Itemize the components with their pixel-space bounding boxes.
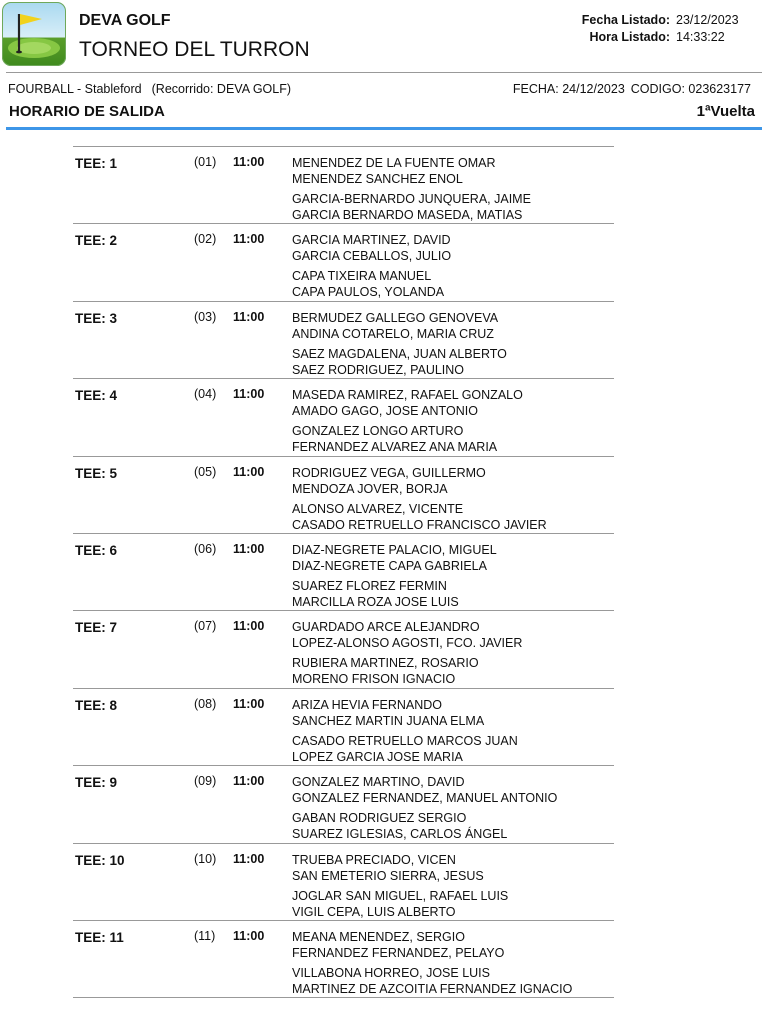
tee-label: TEE: 10 bbox=[75, 852, 125, 868]
tee-time: 11:00 bbox=[233, 387, 265, 402]
player-pair bbox=[292, 774, 557, 806]
player-pair bbox=[292, 655, 522, 687]
tee-row bbox=[73, 457, 614, 534]
tee-number: (02) bbox=[194, 232, 217, 247]
player-name: SANCHEZ MARTIN JUANA ELMA bbox=[292, 713, 485, 728]
player-groups bbox=[292, 542, 497, 610]
player-groups bbox=[292, 929, 572, 997]
tee-number: (01) bbox=[194, 155, 217, 169]
player-pair bbox=[292, 619, 522, 651]
tee-number: (05) bbox=[194, 464, 217, 479]
tee-time: 11:00 bbox=[233, 155, 265, 169]
tee-row bbox=[73, 379, 614, 456]
player-name: MARCILLA ROZA JOSE LUIS bbox=[292, 594, 459, 609]
tee-time: 11:00 bbox=[233, 851, 265, 866]
player-name: FERNANDEZ FERNANDEZ, PELAYO bbox=[292, 945, 505, 960]
listing-date-row bbox=[582, 12, 744, 29]
player-pair bbox=[292, 888, 508, 920]
header-divider bbox=[6, 72, 762, 73]
player-name: GONZALEZ LONGO ARTURO bbox=[292, 424, 464, 439]
player-name: MARTINEZ DE AZCOITIA FERNANDEZ IGNACIO bbox=[292, 981, 573, 996]
player-name: GARCIA MARTINEZ, DAVID bbox=[292, 233, 451, 248]
player-name: SUAREZ FLOREZ FERMIN bbox=[292, 578, 447, 593]
competition-format bbox=[8, 82, 291, 96]
section-divider bbox=[6, 127, 762, 130]
tee-number: (09) bbox=[194, 774, 217, 789]
tee-number: (11) bbox=[194, 928, 216, 943]
player-name: ARIZA HEVIA FERNANDO bbox=[292, 697, 443, 712]
player-pair bbox=[292, 501, 547, 533]
player-groups bbox=[292, 387, 523, 455]
player-groups bbox=[292, 852, 508, 920]
tee-label: TEE: 3 bbox=[75, 310, 118, 326]
tee-time: 11:00 bbox=[233, 619, 265, 634]
tee-number: (07) bbox=[194, 619, 217, 634]
player-pair bbox=[292, 542, 497, 574]
player-name: MORENO FRISON IGNACIO bbox=[292, 672, 456, 687]
player-groups bbox=[292, 465, 547, 533]
player-pair bbox=[292, 697, 518, 729]
listing-time-row bbox=[582, 29, 744, 46]
tee-number: (10) bbox=[194, 851, 217, 866]
tee-row bbox=[73, 302, 614, 379]
player-name: VILLABONA HORREO, JOSE LUIS bbox=[292, 965, 490, 980]
player-name: GARCIA CEBALLOS, JULIO bbox=[292, 249, 452, 264]
competition-meta bbox=[513, 82, 751, 96]
player-name: AMADO GAGO, JOSE ANTONIO bbox=[292, 404, 478, 419]
tee-label: TEE: 2 bbox=[75, 233, 118, 249]
player-name: MENENDEZ SANCHEZ ENOL bbox=[292, 172, 463, 186]
course-text: (Recorrido: DEVA GOLF) bbox=[151, 82, 292, 96]
tee-time: 11:00 bbox=[233, 928, 265, 943]
player-name: JOGLAR SAN MIGUEL, RAFAEL LUIS bbox=[292, 888, 509, 903]
tee-row bbox=[73, 921, 614, 998]
player-pair bbox=[292, 268, 451, 300]
player-name: ALONSO ALVAREZ, VICENTE bbox=[292, 501, 464, 516]
listing-info bbox=[582, 12, 744, 46]
player-pair bbox=[292, 387, 523, 419]
tee-row bbox=[73, 611, 614, 688]
tee-row bbox=[73, 224, 614, 301]
player-name: FERNANDEZ ALVAREZ ANA MARIA bbox=[292, 440, 498, 455]
player-pair bbox=[292, 310, 507, 342]
player-pair bbox=[292, 191, 531, 223]
tee-row bbox=[73, 689, 614, 766]
player-pair bbox=[292, 965, 572, 997]
tee-label: TEE: 9 bbox=[75, 775, 118, 791]
tee-row bbox=[73, 147, 614, 224]
tee-label: TEE: 11 bbox=[75, 929, 124, 945]
listing-date-value: 23/12/2023 bbox=[676, 13, 739, 27]
tee-label: TEE: 8 bbox=[75, 697, 118, 713]
organization-name: DEVA GOLF bbox=[79, 12, 171, 29]
player-name: SAN EMETERIO SIERRA, JESUS bbox=[292, 868, 484, 883]
tee-number: (06) bbox=[194, 541, 217, 556]
player-name: BERMUDEZ GALLEGO GENOVEVA bbox=[292, 310, 499, 325]
player-name: GONZALEZ MARTINO, DAVID bbox=[292, 775, 465, 790]
player-name: GUARDADO ARCE ALEJANDRO bbox=[292, 620, 480, 635]
tee-number: (08) bbox=[194, 696, 217, 711]
player-name: TRUEBA PRECIADO, VICEN bbox=[292, 852, 456, 867]
player-groups bbox=[292, 310, 507, 378]
tee-row bbox=[73, 766, 614, 843]
player-groups bbox=[292, 697, 518, 765]
tee-label: TEE: 6 bbox=[75, 542, 118, 558]
player-name: MENDOZA JOVER, BORJA bbox=[292, 481, 448, 496]
player-name: SAEZ MAGDALENA, JUAN ALBERTO bbox=[292, 346, 507, 361]
player-name: GONZALEZ FERNANDEZ, MANUEL ANTONIO bbox=[292, 791, 558, 806]
tournament-title: TORNEO DEL TURRON bbox=[79, 38, 310, 61]
player-name: CAPA PAULOS, YOLANDA bbox=[292, 285, 445, 300]
player-name: GABAN RODRIGUEZ SERGIO bbox=[292, 811, 467, 826]
tee-label: TEE: 5 bbox=[75, 465, 118, 481]
player-pair bbox=[292, 733, 518, 765]
player-name: DIAZ-NEGRETE PALACIO, MIGUEL bbox=[292, 542, 497, 557]
player-pair bbox=[292, 929, 572, 961]
tee-time: 11:00 bbox=[233, 774, 265, 789]
player-name: DIAZ-NEGRETE CAPA GABRIELA bbox=[292, 558, 487, 573]
section-title: HORARIO DE SALIDA bbox=[9, 103, 165, 120]
competition-date: FECHA: 24/12/2023 bbox=[512, 82, 625, 96]
tee-time: 11:00 bbox=[233, 696, 265, 711]
player-pair bbox=[292, 465, 547, 497]
player-name: VIGIL CEPA, LUIS ALBERTO bbox=[292, 904, 456, 919]
player-pair bbox=[292, 810, 557, 842]
tee-number: (03) bbox=[194, 309, 217, 324]
tee-time: 11:00 bbox=[233, 541, 265, 556]
player-pair bbox=[292, 232, 451, 264]
player-pair bbox=[292, 346, 507, 378]
player-pair bbox=[292, 578, 497, 610]
player-name: ANDINA COTARELO, MARIA CRUZ bbox=[292, 326, 494, 341]
golf-flag-logo bbox=[2, 2, 66, 66]
player-name: MEANA MENENDEZ, SERGIO bbox=[292, 929, 465, 944]
player-name: CASADO RETRUELLO FRANCISCO JAVIER bbox=[292, 517, 547, 532]
tee-number: (04) bbox=[194, 387, 217, 402]
tee-label: TEE: 1 bbox=[75, 156, 118, 171]
listing-date-label: Fecha Listado: bbox=[581, 13, 670, 27]
player-name: RODRIGUEZ VEGA, GUILLERMO bbox=[292, 465, 486, 480]
tee-time: 11:00 bbox=[233, 464, 265, 479]
player-pair bbox=[292, 423, 523, 455]
listing-time-value: 14:33:22 bbox=[676, 30, 725, 44]
player-name: GARCIA-BERNARDO JUNQUERA, JAIME bbox=[292, 192, 531, 206]
competition-code: CODIGO: 023623177 bbox=[630, 82, 751, 96]
player-groups bbox=[292, 155, 531, 223]
round-label: 1ªVuelta bbox=[696, 103, 755, 120]
tee-row bbox=[73, 534, 614, 611]
player-groups bbox=[292, 774, 557, 842]
player-name: GARCIA BERNARDO MASEDA, MATIAS bbox=[292, 208, 523, 222]
player-pair bbox=[292, 852, 508, 884]
player-name: SAEZ RODRIGUEZ, PAULINO bbox=[292, 362, 465, 377]
player-name: MENENDEZ DE LA FUENTE OMAR bbox=[292, 156, 496, 170]
tee-time-list bbox=[73, 146, 614, 998]
player-name: CAPA TIXEIRA MANUEL bbox=[292, 269, 432, 284]
format-text: FOURBALL - Stableford bbox=[8, 82, 142, 96]
player-name: CASADO RETRUELLO MARCOS JUAN bbox=[292, 733, 518, 748]
player-pair bbox=[292, 155, 531, 187]
tee-time: 11:00 bbox=[233, 232, 265, 247]
player-name: SUAREZ IGLESIAS, CARLOS ÁNGEL bbox=[292, 827, 508, 842]
tee-time: 11:00 bbox=[233, 309, 265, 324]
player-name: RUBIERA MARTINEZ, ROSARIO bbox=[292, 656, 479, 671]
player-name: LOPEZ-ALONSO AGOSTI, FCO. JAVIER bbox=[292, 636, 523, 651]
tee-label: TEE: 4 bbox=[75, 388, 118, 404]
player-groups bbox=[292, 232, 451, 300]
player-name: LOPEZ GARCIA JOSE MARIA bbox=[292, 749, 463, 764]
player-groups bbox=[292, 619, 522, 687]
player-name: MASEDA RAMIREZ, RAFAEL GONZALO bbox=[292, 388, 523, 403]
tee-row bbox=[73, 844, 614, 921]
listing-time-label: Hora Listado: bbox=[589, 30, 670, 44]
tee-label: TEE: 7 bbox=[75, 620, 118, 636]
